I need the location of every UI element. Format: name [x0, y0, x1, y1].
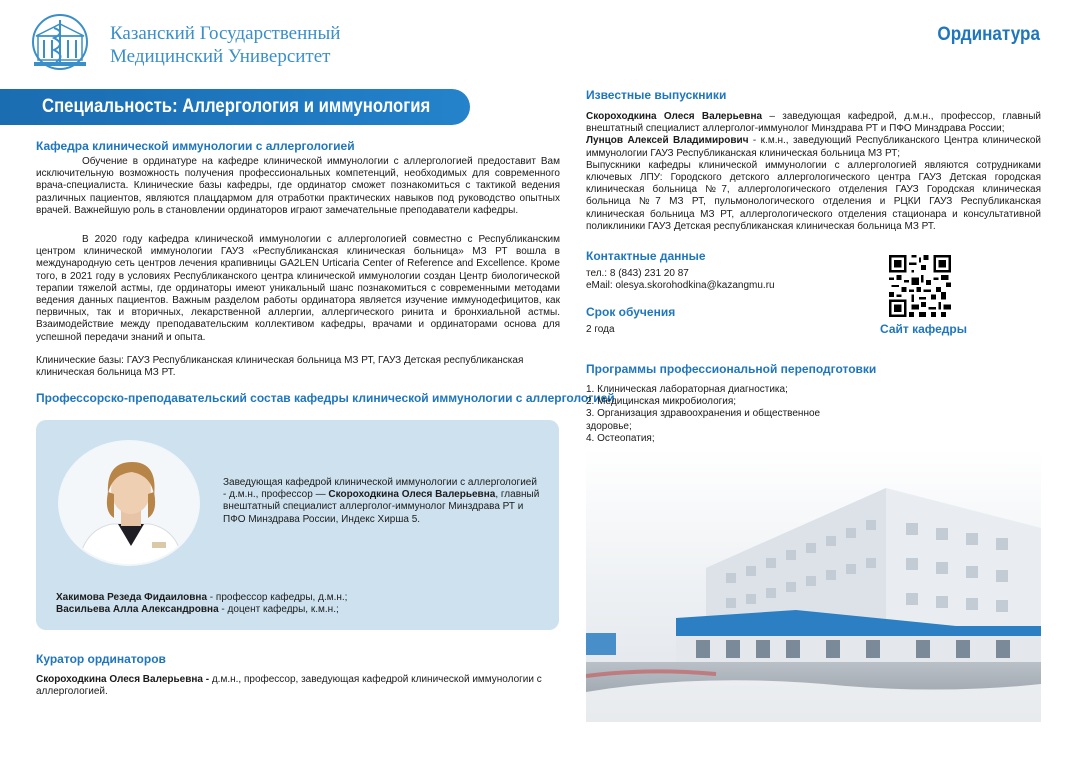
head-description [223, 477, 541, 526]
alumni-title: Известные выпускники [586, 88, 727, 102]
list-item: 1. Клиническая лабораторная диагностика; [586, 384, 788, 395]
university-logo [28, 12, 92, 76]
university-name [110, 22, 340, 68]
head-photo [58, 440, 200, 566]
phone: тел.: 8 (843) 231 20 87 [586, 268, 689, 279]
alumni-item-2 [586, 135, 1041, 159]
list-item [56, 592, 347, 604]
history-paragraph: В 2020 году кафедра клинической иммунологии с аллергологией совместно с Республиканским центром клинической иммунологии ГАУЗ «Республиканская клиническая больница» МЗ РТ вошла в международную сеть центров лечения крапивницы GA2LEN Urticaria Center of Reference and Excellence. Кроме того, в 2021 году в условиях Республиканского центра клинической иммунологии создан Центр биологической терапии тяжелой астмы, где ординаторы имеют уникальный шанс познакомиться с современными методами ведения данных пациентов. Важным разделом работы ординатора является изучение иммунодефицитов, как первичных, так и вторичных, лекарственной аллергии, аллергического ринита и бронхиальной астмы. Взаимодействие между преподавательским коллективом кафедры, врачами и ординаторами основа для успешной передачи знаний и опыта. [36, 234, 560, 343]
list-item [56, 604, 347, 616]
department-site-link[interactable]: Сайт кафедры [880, 322, 967, 336]
university-name-line1: Казанский Государственный [110, 23, 341, 44]
curator-details: д.м.н., профессор, заведующая кафедрой клинической иммунологии с аллергологией. [36, 674, 542, 698]
specialty-title: Специальность: Аллергология и иммунология [42, 96, 431, 117]
duration-title: Срок обучения [586, 305, 676, 319]
clinical-bases-paragraph: Клинические базы: ГАУЗ Республиканская клиническая больница МЗ РТ, ГАУЗ Детская республиканская клиническая больница МЗ РТ. [36, 355, 524, 379]
duration-value: 2 года [586, 324, 615, 335]
curator-info [36, 674, 556, 698]
staff-role: - профессор кафедры, д.м.н.; [207, 592, 348, 603]
contacts-title: Контактные данные [586, 249, 706, 263]
alumni-list [586, 111, 1041, 233]
staff-name: Хакимова Резеда Фидаиловна [56, 592, 208, 603]
head-intro: Заведующая кафедрой клинической иммунологии с аллергологией - д.м.н., профессор — [223, 477, 537, 501]
staff-list [56, 592, 347, 616]
curator-name: Скороходкина Олеся Валерьевна - [36, 674, 210, 685]
list-item: 4. Остеопатия; [586, 432, 655, 444]
head-details: , главный внештатный специалист аллерголог-иммунолог Минздрава РТ и ПФО Минздрава России, Индекс Хирша 5. [223, 489, 540, 525]
programs-title: Программы профессиональной переподготовки [586, 362, 877, 376]
email-link[interactable]: eMail: olesya.skorohodkina@kazangmu.ru [586, 280, 775, 292]
alumni-details: – заведующая кафедрой, д.м.н., профессор, главный внештатный специалист аллерголог-иммунолог Минздрава РТ и ПФО Минздрава России; [586, 111, 1041, 135]
staff-name: Васильева Алла Александровна [56, 604, 219, 616]
alumni-details: - к.м.н., заведующий Республиканского Центра клинической иммунологии ГАУЗ Республиканская клиническая больница МЗ РТ; [586, 135, 1041, 159]
hospital-building-image [586, 448, 1041, 722]
staff-role: - доцент кафедры, к.м.н.; [218, 604, 339, 616]
alumni-item-3: Выпускники кафедры клинической иммунологии с аллергологией являются сотрудниками ключевых ЛПУ: Городского детского аллергологического центра ГАУЗ Детская городская клиническая больница №7, аллергологического отделения ГАУЗ Городская клиническая больница №7 МЗ РТ, пульмонологического отделения и РЦКИ ГАУЗ Республиканская клиническая больница МЗ РТ, аллергологического отделения стационара и консультативной поликлиники ГАУЗ Детская республиканская клиническая больница МЗ РТ. [586, 159, 1041, 232]
staff-title: Профессорско-преподавательский состав кафедры клинической иммунологии с аллергологией [36, 391, 615, 405]
alumni-name: Лунцов Алексей Владимирович [586, 135, 749, 147]
head-name: Скороходкина Олеся Валерьевна [328, 489, 496, 501]
alumni-name: Скороходкина Олеся Валерьевна [586, 111, 763, 122]
list-item: 2. Медицинская микробиология; [586, 396, 737, 408]
staff-box [36, 420, 559, 630]
university-name-line2: Медицинский Университет [110, 46, 331, 67]
programs-list [586, 384, 844, 445]
department-title: Кафедра клинической иммунологии с аллергологией [36, 139, 355, 153]
alumni-item-1 [586, 111, 1041, 135]
curator-title: Куратор ординаторов [36, 652, 166, 666]
section-title: Ординатура [937, 24, 1040, 45]
list-item: 3. Организация здравоохранения и общественное здоровье; [586, 408, 821, 432]
intro-paragraph: Обучение в ординатуре на кафедре клинической иммунологии с аллергологией предоставит Вам исключительную возможность получения профессиональных компетенций, необходимых для современного врача-специалиста. Клинические базы кафедры, где ординатор сможет познакомиться с тактикой ведения различных пациентов, являются плацдармом для отработки практических навыков под руководство опытных врачей. Важнейшую роль в становлении ординаторов играют замечательные преподаватели кафедры. [36, 156, 560, 216]
contacts-info [586, 268, 866, 292]
specialty-banner [0, 89, 470, 125]
